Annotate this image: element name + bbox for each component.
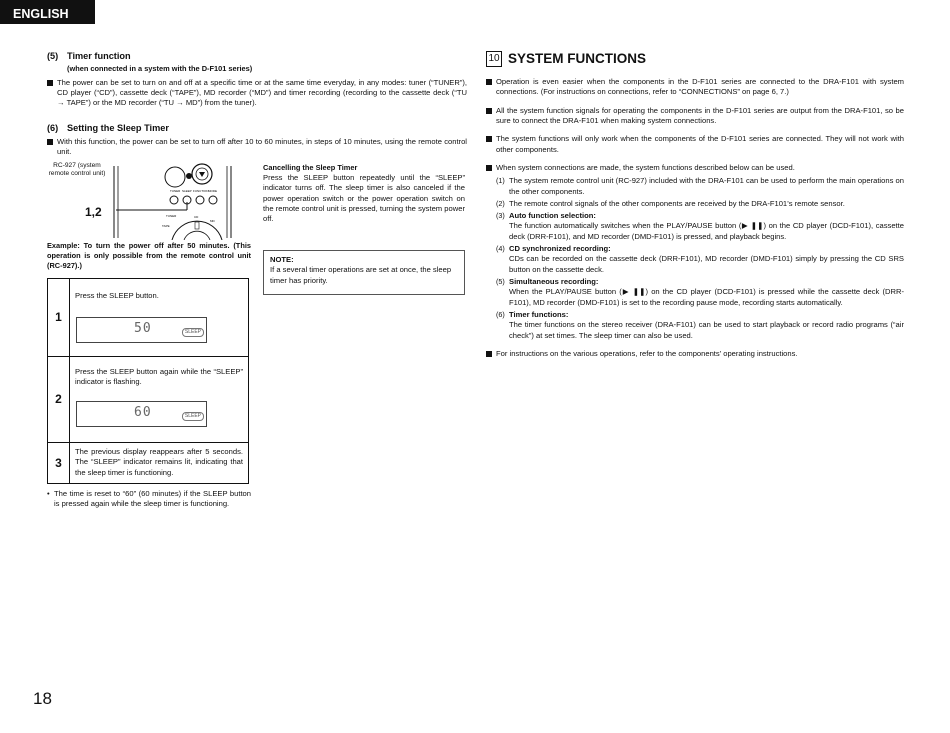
cancel-sleep-section [263, 163, 465, 225]
cancel-text: Press the SLEEP button repeatedly until the “SLEEP” indicator turns off. The sleep timer is also canceled if the power operation switch or the power operation switch on the remote control unit is pressed, turning the system power off. [263, 173, 465, 224]
item-heading: Timer functions: [509, 309, 569, 319]
timer-bullet: The power can be set to turn on and off at a specific time or at the same time everyday, in any modes: tuner (“TUNER”), CD player (“CD”), cassette deck (“TAPE”), MD recorder (“MD”) and timer recording (recording to the cassette deck (“TU → TAPE”) or the MD recorder (“TU → MD”) from the tuner). [47, 78, 467, 109]
item-body: The function automatically switches when the PLAY/PAUSE button (▶ ❚❚) on the CD player (DCD-F101), cassette deck (DRR-F101), and MD recorder (DMD-F101) is pressed, and playback begins. [509, 221, 904, 241]
step-number: 1 [48, 279, 70, 356]
system-bullet: For instructions on the various operations, refer to the components’ operating instructions. [486, 349, 904, 359]
item-number: (4) [496, 244, 505, 254]
remote-illustration [47, 162, 252, 240]
list-item [496, 277, 904, 308]
sleep-title: Setting the Sleep Timer [67, 122, 169, 133]
timer-subtitle: (when connected in a system with the D-F101 series) [67, 63, 253, 73]
item-number: (1) [496, 176, 505, 186]
note-text: If a several timer operations are set at once, the sleep timer has priority. [270, 265, 452, 285]
svg-text:TUNER: TUNER [170, 189, 181, 193]
lcd-display [76, 401, 207, 427]
step-text: Press the SLEEP button again while the “SLEEP” indicator is flashing. [75, 367, 243, 387]
sleep-indicator: SLEEP [182, 328, 204, 337]
item-number: (3) [496, 211, 505, 221]
step-row [48, 443, 248, 483]
svg-text:CD: CD [194, 215, 199, 219]
timer-title: Timer function [67, 51, 131, 61]
svg-text:MODE: MODE [208, 189, 217, 193]
step-number: 2 [48, 357, 70, 442]
timer-number: (5) [47, 51, 59, 61]
item-body: The system remote control unit (RC-927) included with the DRA-F101 can be used to perform the main operations on the other components. [509, 176, 904, 196]
timer-heading [47, 50, 467, 63]
language-tab: ENGLISH [0, 0, 95, 24]
sleep-bullet: With this function, the power can be set to turn off after 10 to 60 minutes, in steps of 10 minutes, using the remote control unit. [47, 137, 467, 158]
remote-step-label: 1,2 [85, 205, 102, 219]
footnote: • The time is reset to “60” (60 minutes) if the SLEEP button is pressed again while the sleep timer is functioning. [47, 489, 251, 510]
item-number: (6) [496, 309, 505, 319]
list-item [496, 211, 904, 242]
step-text: Press the SLEEP button. [75, 291, 159, 300]
section-badge: 10 [486, 51, 502, 67]
item-body: When the PLAY/PAUSE button (▶ ❚❚) on the CD player (DCD-F101) is pressed while the cassette deck (DRR-F101), MD recorder (DMD-F101) is set to the recording pause mode, recording starts automatically. [509, 287, 904, 307]
left-column [47, 50, 467, 509]
item-heading: CD synchronized recording: [509, 244, 611, 254]
lcd-digits: 50 [134, 321, 152, 336]
note-box [263, 250, 465, 295]
item-heading: Simultaneous recording: [509, 277, 599, 286]
sleep-heading [47, 122, 467, 135]
remote-label: RC-927 (system remote control unit) [48, 162, 106, 177]
system-heading [486, 51, 904, 67]
right-column [486, 51, 904, 359]
item-number: (2) [496, 198, 505, 208]
sleep-indicator: SLEEP [182, 412, 204, 421]
item-body: The remote control signals of the other components are received by the DRA-F101’s remote sensor. [509, 198, 845, 208]
steps-table [47, 278, 249, 484]
system-title: SYSTEM FUNCTIONS [508, 51, 647, 67]
example-text: Example: To turn the power off after 50 minutes. (This operation is only possible from the remote control unit (RC-927).) [47, 241, 251, 271]
item-body: The timer functions on the stereo receiver (DRA-F101) can be used to start playback or record radio programs (“air check”) at set times. The sleep timer can also be used. [509, 320, 904, 340]
page-number: 18 [33, 689, 52, 708]
svg-text:SLEEP: SLEEP [182, 189, 192, 193]
svg-text:TAPE: TAPE [162, 224, 170, 228]
item-heading: Auto function selection: [509, 211, 596, 221]
list-item [496, 176, 904, 197]
lcd-digits: 60 [134, 405, 152, 420]
step-text: The previous display reappears after 5 seconds. The “SLEEP” indicator remains lit, indicating that the sleep timer is functioning. [75, 447, 243, 477]
note-title: NOTE: [270, 255, 294, 264]
system-bullet: Operation is even easier when the components in the D-F101 series are connected to the DRA-F101 with system connections. (For instructions on connections, refer to “CONNECTIONS” on page 6, 7.) [486, 77, 904, 98]
list-item [496, 199, 904, 209]
list-item [496, 244, 904, 275]
step-row [48, 357, 248, 443]
list-item [496, 310, 904, 341]
system-bullet: All the system function signals for operating the components in the D-F101 series are output from the DRA-F101, so be sure to connect the DRA-F101 when making system connections. [486, 106, 904, 127]
item-number: (5) [496, 277, 505, 286]
system-bullet: When system connections are made, the system functions described below can be used. [486, 163, 904, 173]
system-functions-list [496, 176, 904, 341]
sleep-number: (6) [47, 122, 59, 133]
cancel-title: Cancelling the Sleep Timer [263, 163, 358, 172]
remote-control-icon [102, 162, 252, 240]
step-row [48, 279, 248, 357]
svg-text:FUNCTION: FUNCTION [193, 189, 209, 193]
item-body: CDs can be recorded on the cassette deck (DRR-F101), MD recorder (DMD-F101) simply by pressing the CD SRS button on the cassette deck. [509, 254, 904, 274]
step-number: 3 [48, 443, 70, 483]
lcd-display [76, 317, 207, 343]
svg-text:TUNER: TUNER [166, 214, 177, 218]
system-bullet: The system functions will only work when the components of the D-F101 series are connected. They will not work with other components. [486, 134, 904, 155]
svg-text:MD: MD [210, 219, 215, 223]
